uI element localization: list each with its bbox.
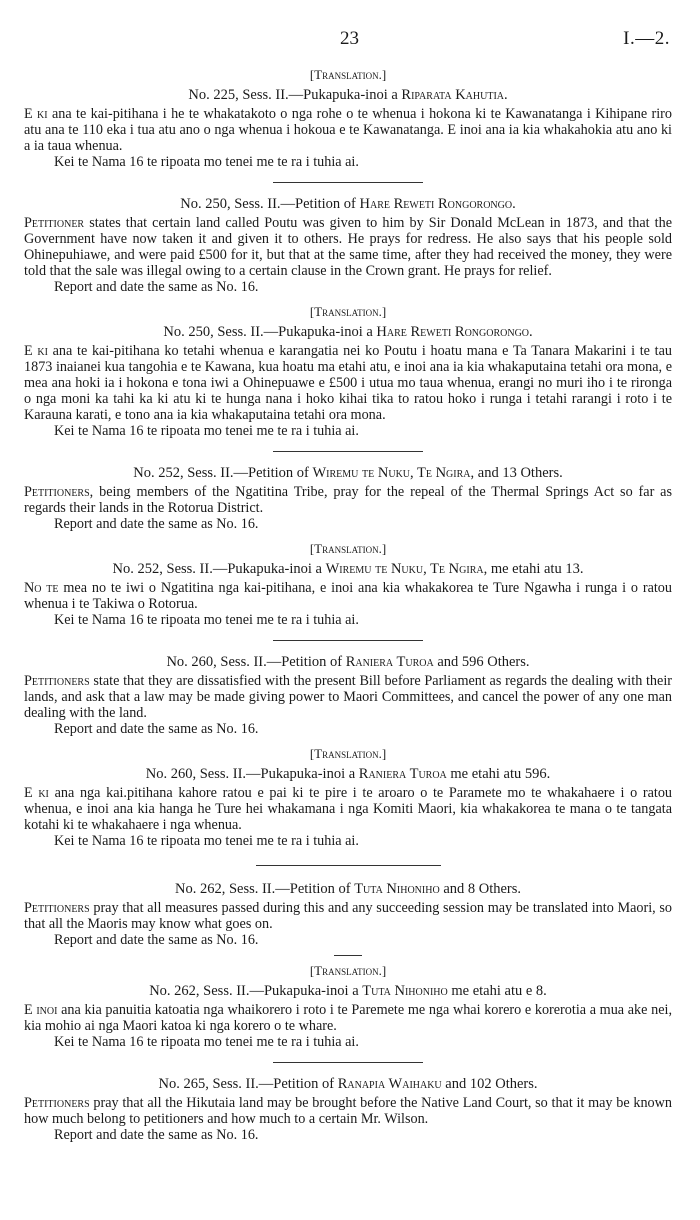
report-line: Kei te Nama 16 te ripoata mo tenei me te ra i tuhia ai. bbox=[54, 833, 359, 849]
petition-title: No. 252, Sess. II.—Petition of Wiremu te Nuku, Te Ngira, and 13 Others. bbox=[133, 465, 563, 481]
petition-body: Petitioners pray that all measures passed during this and any succeeding session may be translated into Maori, so that all the Maoris may know what goes on. bbox=[24, 900, 672, 932]
petition-title: No. 262, Sess. II.—Petition of Tuta Nihoniho and 8 Others. bbox=[174, 881, 522, 897]
petitioner-name: Wiremu te Nuku, Te Ngira, bbox=[325, 561, 488, 577]
section-divider-short bbox=[334, 955, 362, 956]
petition-body: Petitioners pray that all the Hikutaia land may be brought before the Native Land Court, so that it may be known how much belong to petitioners and how much to a certain Mr. Wilson. bbox=[24, 1095, 672, 1127]
petition-body: E ki ana nga kai.pitihana kahore ratou e pai ki te pire i te aroaro o te Paramete mo te whakahaere i o ratou whenua, e inoi ana kia hanga he Ture hei whakamana i nga Komiti Maori, kia whakakorea te mana o te tangata kotahi ki te whakahaere i nga whenua. bbox=[24, 785, 673, 833]
section-divider bbox=[273, 182, 423, 183]
section-divider bbox=[273, 640, 423, 641]
section-divider bbox=[273, 1062, 423, 1063]
petition-title: No. 250, Sess. II.—Pukapuka-inoi a Hare Reweti Rongorongo. bbox=[163, 324, 533, 340]
petition-body: Petitioners state that they are dissatisfied with the present Bill before Parliament as regards the dealing with their lands, and ask that a law may be made giving power to Maori Committees, and cancel the power of any one man dealing with the land. bbox=[24, 673, 672, 721]
petitioner-name: Raniera Turoa bbox=[358, 766, 447, 782]
petition-body: No te mea no te iwi o Ngatitina nga kai-pitihana, e inoi ana kia whakakorea te Ture Ngawha i runga i o ratou whenua i te Takiwa o Rotorua. bbox=[24, 580, 672, 612]
petitioner-name: Ranapia Waihaku bbox=[337, 1076, 442, 1092]
document-body bbox=[24, 62, 672, 1143]
report-line: Kei te Nama 16 te ripoata mo tenei me te ra i tuhia ai. bbox=[54, 1034, 359, 1050]
page-reference: I.—2. bbox=[623, 28, 670, 49]
page-header bbox=[0, 28, 700, 52]
petition-title: No. 265, Sess. II.—Petition of Ranapia Waihaku and 102 Others. bbox=[158, 1076, 538, 1092]
translation-label: [Translation.] bbox=[309, 963, 387, 978]
petition-title: No. 262, Sess. II.—Pukapuka-inoi a Tuta Nihoniho me etahi atu e 8. bbox=[149, 983, 547, 999]
petitioner-name: Hare Reweti Rongorongo bbox=[359, 196, 513, 212]
report-line: Report and date the same as No. 16. bbox=[54, 1127, 259, 1143]
translation-label: [Translation.] bbox=[309, 541, 387, 556]
petitioner-name: Hare Reweti Rongorongo bbox=[376, 324, 530, 340]
petition-title: No. 250, Sess. II.—Petition of Hare Reweti Rongorongo. bbox=[180, 196, 516, 212]
petitioner-name: Tuta Nihoniho bbox=[362, 983, 448, 999]
petition-body: E inoi ana kia panuitia katoatia nga whaikorero i roto i te Paremete me nga whai korero e korerotia a mua ake nei, kia mohio ai nga Maori katoa ki nga korero o te whare. bbox=[24, 1002, 672, 1034]
translation-label: [Translation.] bbox=[309, 304, 387, 319]
report-line: Kei te Nama 16 te ripoata mo tenei me te ra i tuhia ai. bbox=[54, 612, 359, 628]
translation-label: [Translation.] bbox=[309, 746, 387, 761]
petitioner-name: Tuta Nihoniho bbox=[354, 881, 440, 897]
petition-title: No. 260, Sess. II.—Petition of Raniera Turoa and 596 Others. bbox=[166, 654, 530, 670]
report-line: Report and date the same as No. 16. bbox=[54, 516, 259, 532]
petition-title: No. 225, Sess. II.—Pukapuka-inoi a Riparata Kahutia. bbox=[188, 87, 508, 103]
translation-label: [Translation.] bbox=[309, 67, 387, 82]
petition-body: E ki ana te kai-pitihana ko tetahi whenua e karangatia nei ko Poutu i hoatu mana e Ta Tanara Makarini i te tau 1873 inaianei kua tangohia e te Kawana, kua hoatu ma etahi atu, e inoi ana ia kia whakaputaina tetahi ora mona, e mea ana hoki ia i hokona e tona iwi a Ohinepuawe e £500 i utua mo taua whenua, erangi no muri iho i te rironga o nga moni ka tahi ka ki atu ki te hunga nana i hoko kihai tika to ratou hoko i runga i tetahi rarangi i roto i te Karauna karati, e tono ana ia kia whakaputaina tetahi ora mona. bbox=[24, 343, 673, 423]
petitioner-name: Riparata Kahutia bbox=[401, 87, 505, 103]
report-line: Kei te Nama 16 te ripoata mo tenei me te ra i tuhia ai. bbox=[54, 423, 359, 439]
page-number: 23 bbox=[340, 28, 359, 49]
petition-body: Petitioner states that certain land called Poutu was given to him by Sir Donald McLean in 1873, and that the Government have now taken it and given it to others. He prays for redress. He also says that his people sold Ohinepuhiawe, and were paid £500 for it, but that at the same time, after they had received the money, they were told that the sale was illegal owing to a certain clause in the Crown grant. He prays for relief. bbox=[24, 215, 672, 279]
petition-body: Petitioners, being members of the Ngatitina Tribe, pray for the repeal of the Thermal Springs Act so far as regards their lands in the Rotorua District. bbox=[24, 484, 672, 516]
report-line: Report and date the same as No. 16. bbox=[54, 721, 259, 737]
petition-body: E ki ana te kai-pitihana i he te whakatakoto o nga rohe o te whenua i hokona ki te Kawanatanga i Kihipane riro atu ana te 110 eka i tua atu ano o nga whenua i hokoua e te Kawanatanga. E inoi ana ia kia whakahokia atu ano ki a ia taua whenua. bbox=[24, 106, 672, 154]
report-line: Report and date the same as No. 16. bbox=[54, 279, 259, 295]
report-line: Report and date the same as No. 16. bbox=[54, 932, 259, 948]
section-divider bbox=[256, 865, 441, 866]
petitioner-name: Raniera Turoa bbox=[345, 654, 434, 670]
section-divider bbox=[273, 451, 423, 452]
petition-title: No. 260, Sess. II.—Pukapuka-inoi a Raniera Turoa me etahi atu 596. bbox=[145, 766, 551, 782]
petitioner-name: Wiremu te Nuku, Te Ngira, bbox=[312, 465, 475, 481]
report-line: Kei te Nama 16 te ripoata mo tenei me te ra i tuhia ai. bbox=[54, 154, 359, 170]
petition-title: No. 252, Sess. II.—Pukapuka-inoi a Wiremu te Nuku, Te Ngira, me etahi atu 13. bbox=[112, 561, 584, 577]
